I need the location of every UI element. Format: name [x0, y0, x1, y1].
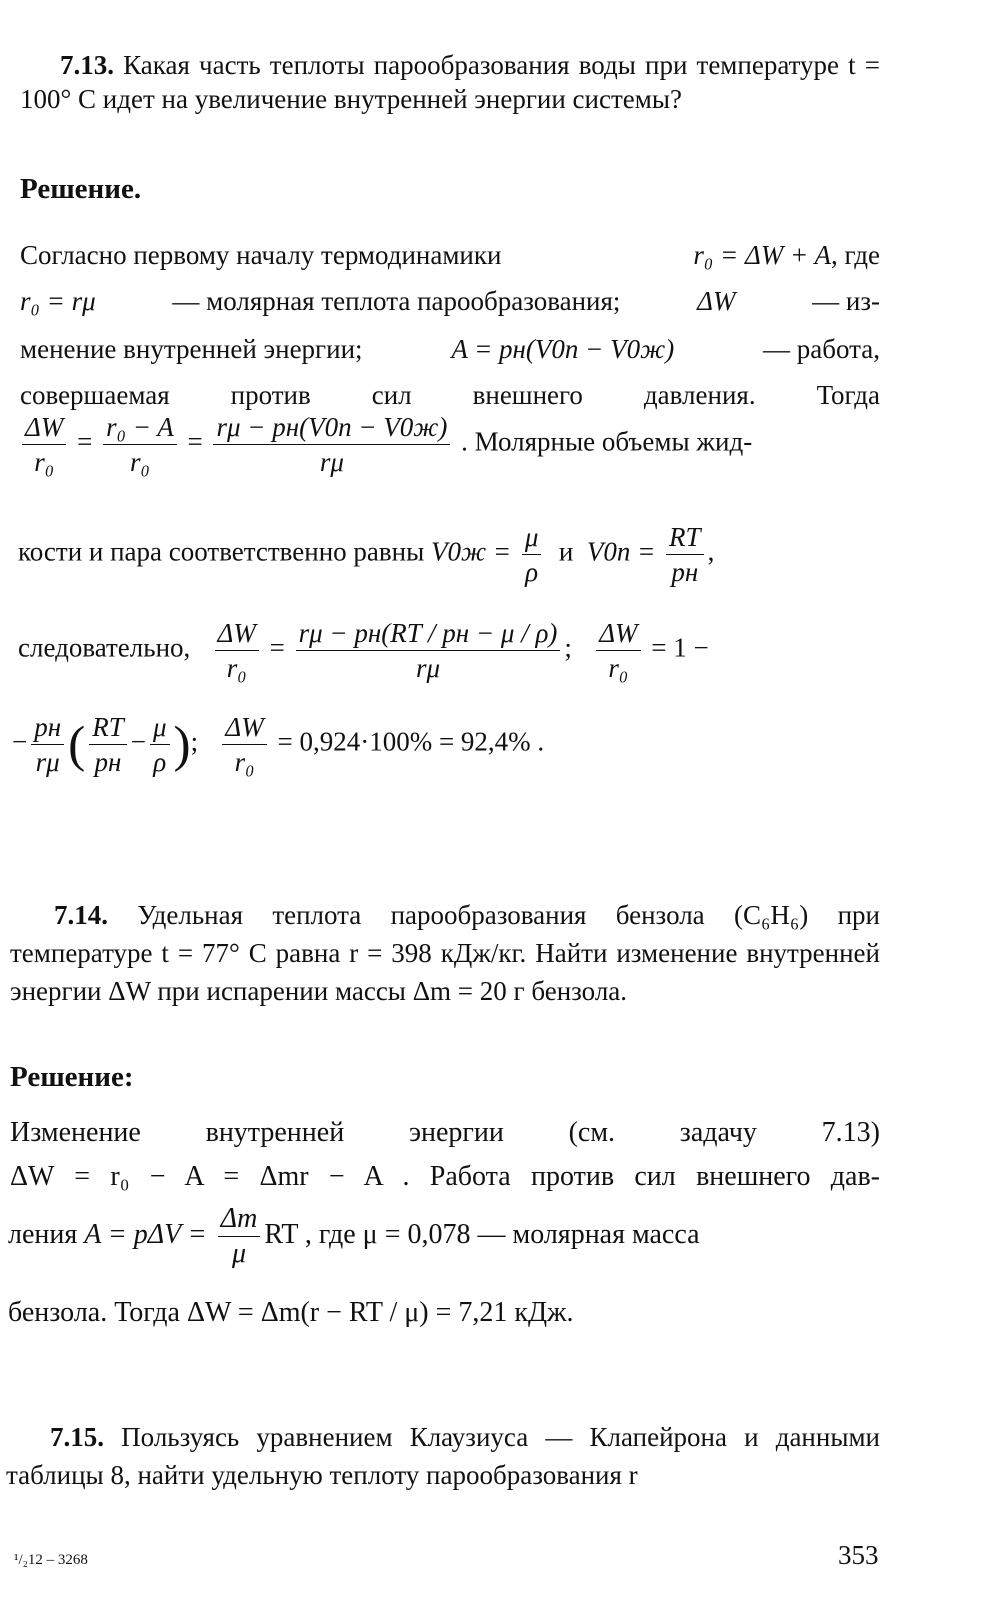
- solution-line: [10, 1160, 880, 1194]
- fraction: [103, 412, 177, 477]
- fraction-denominator: r₀: [34, 447, 55, 477]
- solution-line: [10, 1116, 880, 1150]
- fraction-numerator: Δm: [218, 1204, 261, 1237]
- fraction-numerator: ΔW: [22, 412, 66, 445]
- formula-line: [8, 1204, 880, 1269]
- formula: V0п =: [586, 536, 656, 567]
- fraction-denominator: rμ: [319, 447, 344, 477]
- formula-line: $\frac{\Delta W}{\text{r₀}}$ = $\frac{\text{r₀ − A}}{\text{r₀}}$ = $\frac{r\mu - pн(V0п - V0ж)}{r\mu}$ . Молярные объемы жид-: [18, 412, 880, 477]
- solution-line: [20, 378, 880, 412]
- solution-line: [20, 284, 880, 318]
- fraction-numerator: pн: [31, 712, 64, 745]
- fraction-numerator: r₀ − A: [103, 412, 177, 445]
- problem-7-15: [6, 1418, 880, 1494]
- fraction-denominator: r₀: [234, 747, 255, 777]
- problem-number: 7.15.: [50, 1422, 104, 1452]
- fraction: [596, 618, 640, 683]
- fraction-denominator: r₀: [226, 653, 247, 683]
- fraction-denominator: r₀: [129, 447, 150, 477]
- text-span: Изменение внутренней энергии (см. задачу 7.13): [10, 1117, 880, 1148]
- text-span: следовательно,: [18, 632, 191, 663]
- fraction: [666, 522, 704, 587]
- formula-line: − $\frac{pн}{r\mu}$ ( $\frac{RT}{pн}$ − $\frac{\mu}{\rho}$ ); $\frac{\Delta W}{\text{r₀}}$ = 0,924·100% = 92,4% .: [12, 712, 545, 777]
- text-span: ления: [8, 1218, 78, 1250]
- problem-text: Удельная теплота парообразования бензола (C₆H₆) при температуре t = 77° С равна r = 398 кДж/кг. Найти изменение внутренней энергии ΔW при испарении массы Δm = 20 г бензола.: [10, 900, 880, 1006]
- solution-line: [8, 1296, 880, 1330]
- problem-text: Пользуясь уравнением Клаузиуса — Клапейрона и данными таблицы 8, найти удельную теплоту парообразования r: [6, 1422, 881, 1490]
- fraction-numerator: ΔW: [222, 712, 266, 745]
- problem-7-13: [20, 48, 880, 116]
- fraction-numerator: ΔW: [215, 618, 259, 651]
- formula: r₀ = rμ: [20, 286, 96, 316]
- result: = 0,924·100% = 92,4% .: [277, 726, 545, 757]
- formula: V0ж =: [430, 536, 512, 567]
- fraction: [150, 712, 170, 777]
- formula: ΔW: [697, 286, 736, 316]
- formula-line: [18, 522, 880, 587]
- text-span: ΔW = r₀ − A = Δmr − A . Работа против сил внешнего дав-: [10, 1161, 880, 1192]
- page-number: 353: [838, 1540, 879, 1570]
- text-span: менение внутренней энергии;: [20, 334, 363, 364]
- fraction-denominator: ρ: [525, 557, 539, 587]
- fraction: [215, 618, 259, 683]
- problem-number: 7.14.: [54, 900, 108, 930]
- problem-7-14: [10, 896, 880, 1010]
- fraction: [522, 522, 542, 587]
- fraction-numerator: μ: [150, 712, 170, 745]
- fraction-denominator: rμ: [415, 653, 441, 683]
- text-span: и: [558, 536, 574, 567]
- text-span: — молярная теплота парообразования;: [172, 286, 621, 316]
- fraction-denominator: pн: [94, 747, 122, 777]
- fraction-numerator: rμ − pн(V0п − V0ж): [213, 412, 450, 445]
- fraction: [296, 618, 561, 683]
- footer-signature-mark: ¹/₂12 – 3268: [14, 1552, 88, 1568]
- text-span: ;: [564, 632, 572, 663]
- text-span: ,: [707, 536, 715, 567]
- fraction-numerator: μ: [522, 522, 542, 555]
- fraction: [222, 712, 266, 777]
- fraction: [218, 1204, 261, 1269]
- text-span: бензола. Тогда ΔW = Δm(r − RT / μ) = 7,21 кДж.: [8, 1297, 574, 1328]
- fraction: [31, 712, 64, 777]
- problem-text: Какая часть теплоты парообразования воды при температуре t = 100° С идет на увеличение внутренней энергии системы?: [20, 50, 881, 114]
- fraction: [22, 412, 66, 477]
- formula-line: следовательно, $\frac{\Delta W}{\text{r₀}}$ = $\frac{r\mu - pн(RT / pн - \mu / \rho)}{r\mu}$ ; $\frac{\Delta W}{\text{r₀}}$ = 1 −: [18, 618, 709, 683]
- fraction-numerator: RT: [89, 712, 127, 745]
- text-span: ;: [190, 726, 199, 757]
- text-span: — работа,: [763, 334, 880, 364]
- formula: r₀ = ΔW + A: [693, 240, 832, 270]
- solution-heading: Решение:: [10, 1061, 134, 1093]
- fraction: [89, 712, 127, 777]
- fraction-numerator: rμ − pн(RT / pн − μ / ρ): [296, 618, 561, 651]
- fraction-denominator: pн: [671, 557, 699, 587]
- text-span: — из-: [812, 286, 880, 316]
- fraction-denominator: ρ: [153, 747, 167, 777]
- formula: A = pΔV =: [84, 1218, 207, 1250]
- problem-number: 7.13.: [60, 50, 114, 80]
- fraction-numerator: RT: [666, 522, 704, 555]
- text-span: = 1 −: [651, 632, 709, 663]
- text-span: RT , где μ = 0,078 — молярная масса: [264, 1218, 700, 1250]
- text-span: Согласно первому началу термодинамики: [20, 240, 502, 270]
- formula: A = pн(V0п − V0ж): [451, 334, 675, 364]
- text-span: кости и пара соответственно равны: [18, 536, 425, 567]
- fraction: [213, 412, 450, 477]
- fraction-denominator: r₀: [608, 653, 629, 683]
- solution-line: [20, 332, 880, 366]
- fraction-numerator: ΔW: [596, 618, 640, 651]
- solution-line: [20, 238, 880, 272]
- text-span: , где: [831, 240, 880, 270]
- text-span: . Молярные объемы жид-: [461, 426, 753, 457]
- fraction-denominator: rμ: [35, 747, 60, 777]
- text-span: совершаемая против сил внешнего давления. Тогда: [20, 380, 880, 410]
- fraction-denominator: μ: [231, 1238, 247, 1269]
- solution-heading: Решение.: [20, 173, 142, 205]
